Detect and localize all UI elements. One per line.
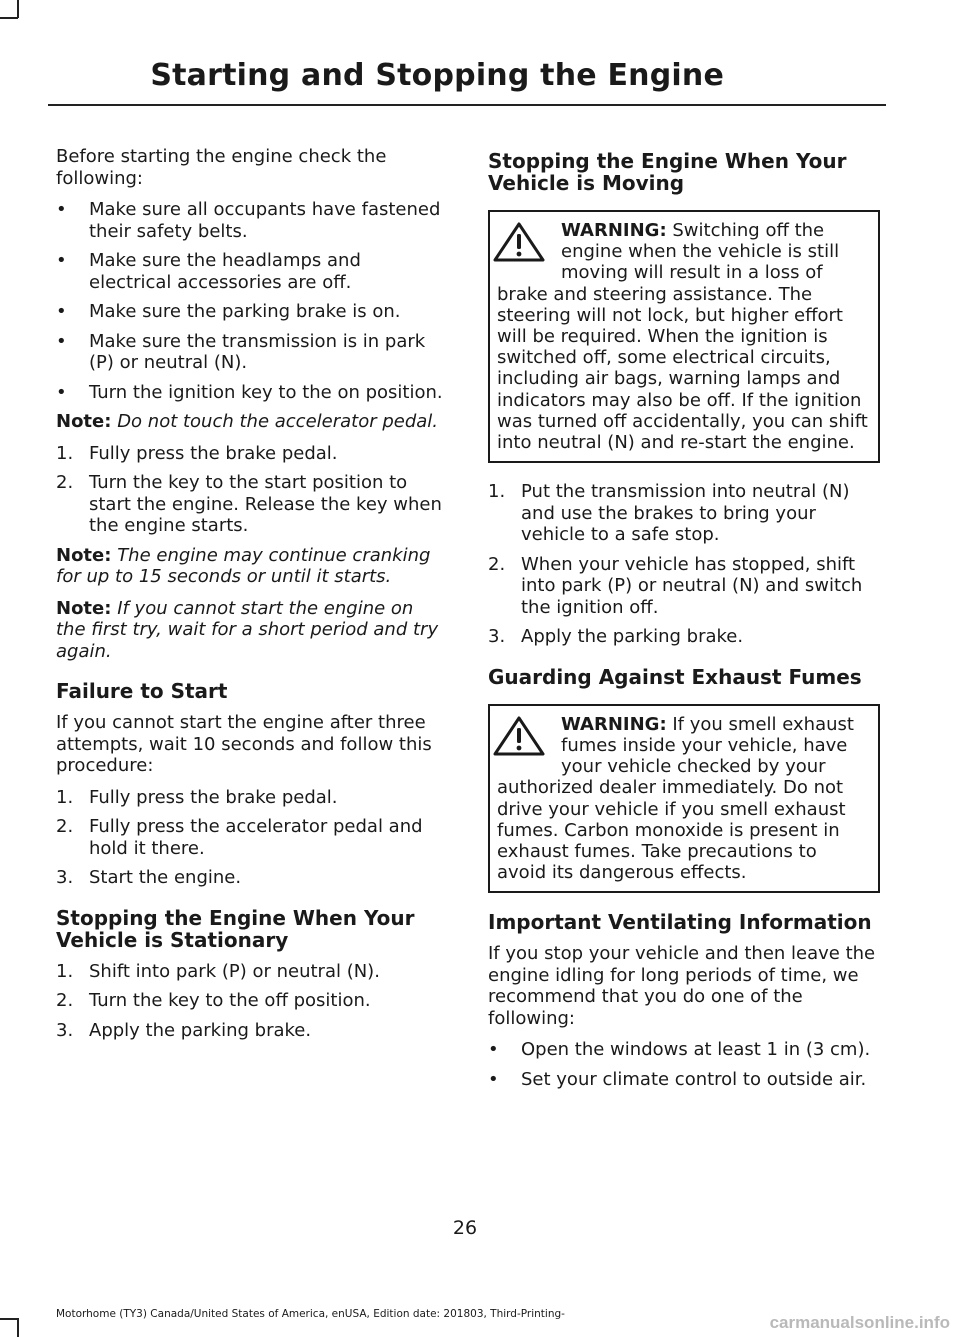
page-title: Starting and Stopping the Engine	[150, 58, 724, 93]
list-item: 1. Fully press the brake pedal.	[56, 442, 338, 464]
warning-triangle-icon	[493, 220, 559, 264]
bullet-marker: •	[56, 330, 67, 352]
list-item: • Make sure all occupants have fastened their safety belts.	[56, 199, 441, 242]
list-item: 3. Start the engine.	[56, 867, 242, 888]
left-column	[56, 146, 448, 1049]
section-heading-ventilating: Important Ventilating Information	[488, 910, 872, 935]
moving-steps	[488, 481, 880, 648]
watermark: carmanualsonline.info	[769, 1313, 950, 1332]
warning-label: WARNING:	[561, 713, 667, 735]
note: Note: If you cannot start the engine on the first try, wait for a short period and try again.	[56, 597, 439, 662]
note: Note: The engine may continue cranking for up to 15 seconds or until it starts.	[56, 544, 431, 587]
section-heading-exhaust-fumes: Guarding Against Exhaust Fumes	[488, 664, 862, 689]
note: Note: Do not touch the accelerator pedal.	[56, 411, 439, 432]
list-item: • Make sure the headlamps and electrical accessories are off.	[56, 250, 361, 293]
edition-footer: Motorhome (TY3) Canada/United States of America, enUSA, Edition date: 201803, Third-Printing-	[56, 1308, 565, 1320]
ventilating-list	[488, 1039, 880, 1090]
bullet-marker: •	[56, 301, 67, 322]
crop-mark-bottom-left-h	[0, 1318, 18, 1320]
list-item: 1. Put the transmission into neutral (N) and use the brakes to bring your vehicle to a safe stop.	[488, 481, 850, 546]
warning-box	[488, 704, 880, 894]
crop-mark-bottom-left	[17, 1318, 19, 1337]
list-item: • Set your climate control to outside air.	[488, 1068, 867, 1090]
bullet-marker: •	[56, 381, 67, 403]
start-steps	[56, 443, 448, 537]
warning-text: If you smell exhaust fumes inside your vehicle, have your vehicle checked by your authorized dealer immediately. Do not drive your vehicle if you smell exhaust fumes. Carbon monoxide is present in exhaust fumes. Take precautions to avoid its dangerous effects.	[497, 713, 854, 884]
right-column	[488, 146, 880, 1098]
list-item: • Open the windows at least 1 in (3 cm).	[488, 1039, 871, 1061]
section-heading-failure-to-start: Failure to Start	[56, 679, 228, 703]
list-item: • Make sure the transmission is in park (P) or neutral (N).	[56, 330, 426, 373]
list-item: 2. Turn the key to the off position.	[56, 990, 371, 1011]
list-item: • Turn the ignition key to the on position.	[56, 381, 443, 403]
crop-mark-top-left-h	[0, 17, 18, 19]
warning-triangle-icon	[493, 714, 559, 758]
list-item: 1. Fully press the brake pedal.	[56, 786, 338, 808]
bullet-marker: •	[56, 250, 67, 271]
checklist	[56, 199, 448, 403]
list-item: 2. When your vehicle has stopped, shift into park (P) or neutral (N) and switch the ignition off.	[488, 553, 863, 618]
list-item: 2. Turn the key to the start position to start the engine. Release the key when the engine starts.	[56, 472, 442, 536]
bullet-marker: •	[56, 199, 67, 220]
section-heading-vehicle-moving: Stopping the Engine When Your Vehicle is Moving	[488, 149, 847, 195]
ventilating-intro: If you stop your vehicle and then leave the engine idling for long periods of time, we recommend that you do one of the following:	[488, 943, 876, 1029]
warning-text: Switching off the engine when the vehicle is still moving will result in a loss of brake and steering assistance. The steering will not lock, but higher effort will be required. When the ignition is switched off, some electrical circuits, including air bags, warning lamps and indicators may also be off. If the ignition was turned off accidentally, you can shift into neutral (N) and re-start the engine.	[497, 220, 868, 454]
bullet-marker: •	[488, 1039, 499, 1061]
failure-steps	[56, 787, 448, 889]
section-heading-stationary: Stopping the Engine When Your Vehicle is Stationary	[56, 905, 415, 952]
list-item: 3. Apply the parking brake.	[56, 1019, 312, 1041]
page-number: 26	[452, 1217, 478, 1239]
list-item: 2. Fully press the accelerator pedal and hold it there.	[56, 816, 423, 859]
list-item: 1. Shift into park (P) or neutral (N).	[56, 960, 380, 982]
header-divider	[48, 104, 886, 106]
intro-paragraph: Before starting the engine check the following:	[56, 146, 387, 189]
list-item: 3. Apply the parking brake.	[488, 626, 744, 648]
list-item: • Make sure the parking brake is on.	[56, 301, 401, 322]
failure-intro: If you cannot start the engine after three attempts, wait 10 seconds and follow this procedure:	[56, 712, 432, 776]
warning-box	[488, 210, 880, 463]
crop-mark-top-left	[17, 0, 19, 18]
bullet-marker: •	[488, 1068, 499, 1090]
warning-label: WARNING:	[561, 220, 667, 241]
stationary-steps	[56, 961, 448, 1042]
